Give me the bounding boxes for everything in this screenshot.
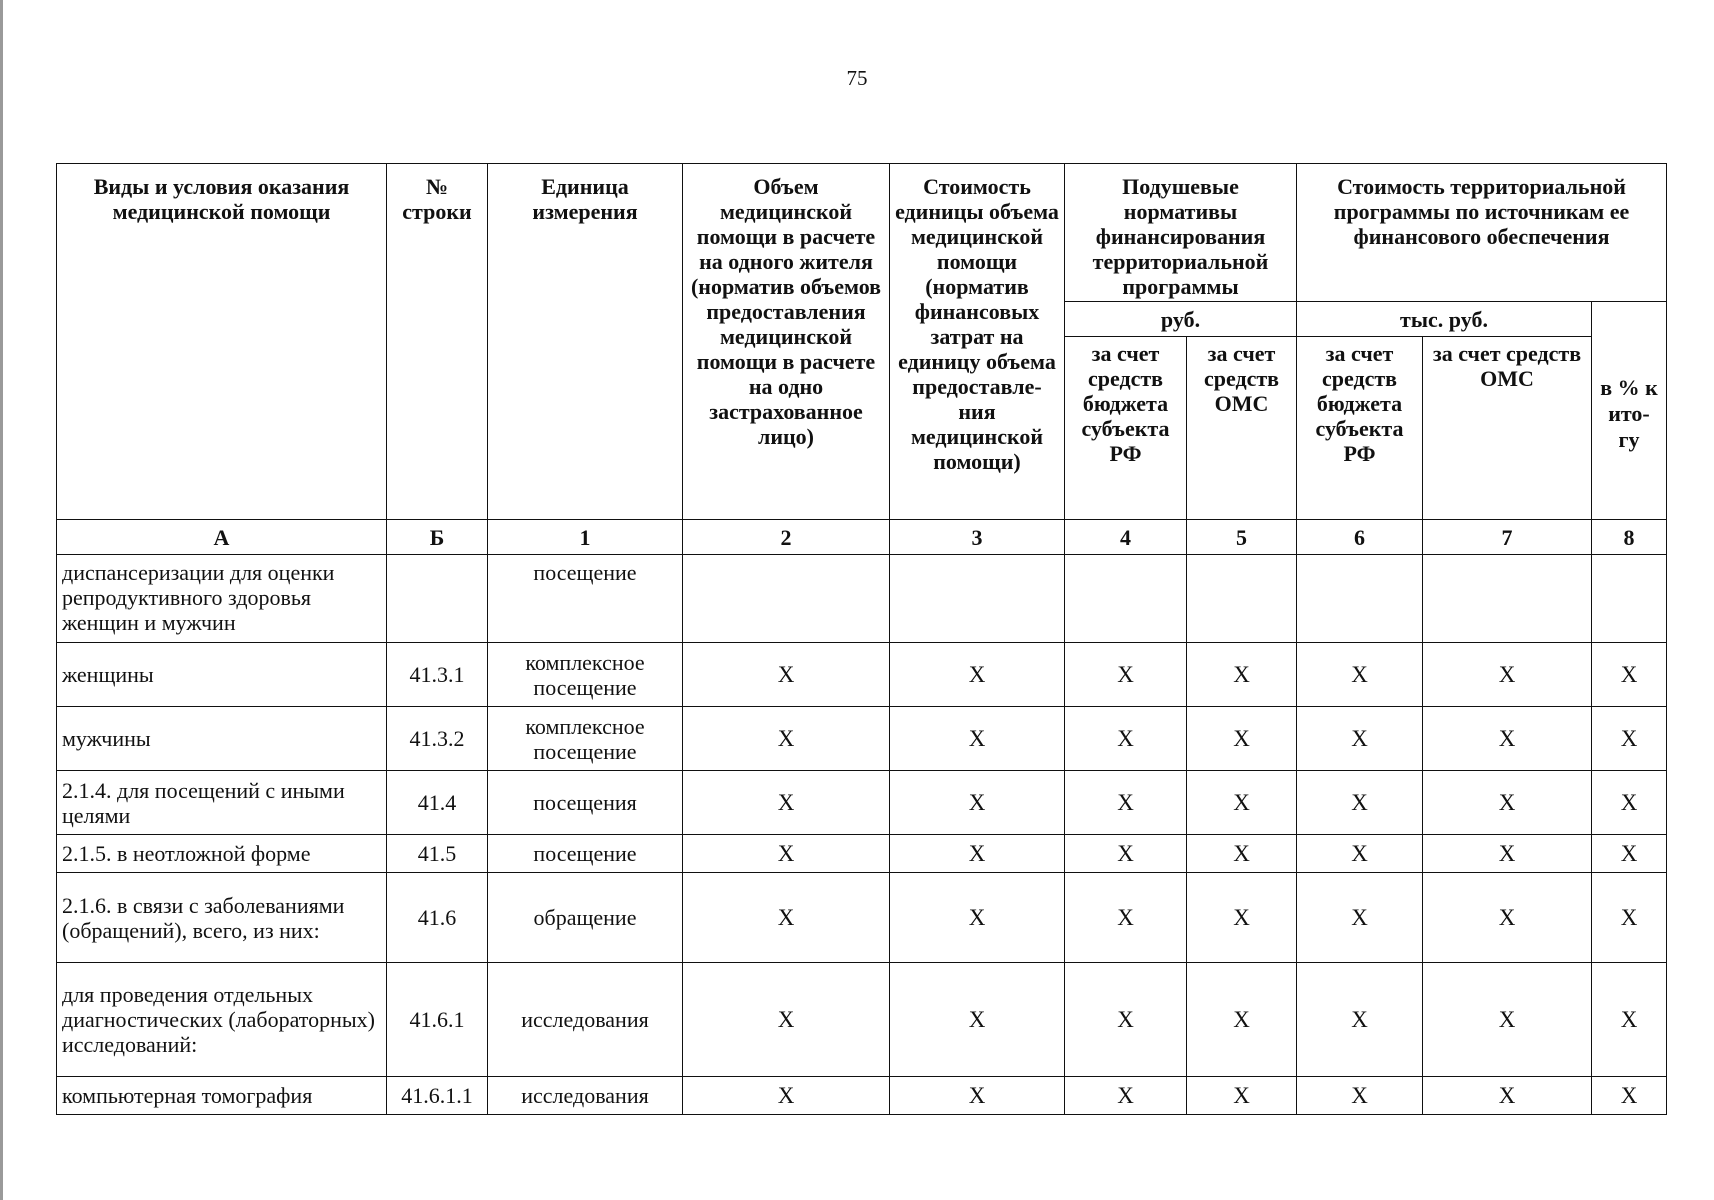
row-number: 41.6.1 bbox=[387, 963, 488, 1077]
row-value: X bbox=[1065, 771, 1187, 835]
row-value: X bbox=[1065, 707, 1187, 771]
column-letter: 7 bbox=[1423, 520, 1592, 555]
row-value: X bbox=[890, 771, 1065, 835]
column-letter: 4 bbox=[1065, 520, 1187, 555]
row-value: X bbox=[1592, 873, 1667, 963]
table-row bbox=[57, 555, 1667, 643]
row-value: X bbox=[1592, 707, 1667, 771]
column-letter: А bbox=[57, 520, 387, 555]
column-letter: 3 bbox=[890, 520, 1065, 555]
row-value: X bbox=[890, 707, 1065, 771]
column-letter: 1 bbox=[488, 520, 683, 555]
row-unit: комплексное посещение bbox=[488, 707, 683, 771]
row-value bbox=[1423, 555, 1592, 643]
row-value: X bbox=[1065, 963, 1187, 1077]
row-value: X bbox=[1423, 1077, 1592, 1115]
row-number bbox=[387, 555, 488, 643]
row-number: 41.6 bbox=[387, 873, 488, 963]
row-value bbox=[890, 555, 1065, 643]
row-value: X bbox=[1592, 963, 1667, 1077]
row-name: 2.1.6. в связи с заболеваниями (обращений), всего, из них: bbox=[57, 873, 387, 963]
row-value: X bbox=[1065, 873, 1187, 963]
row-value: X bbox=[1187, 643, 1297, 707]
header-volume: Объем медицинской помощи в расчете на одного жителя (норматив объемов предоставления медицинской помощи в расчете на одно застрахованное лицо) bbox=[683, 164, 890, 520]
row-value: X bbox=[683, 643, 890, 707]
column-letter: 5 bbox=[1187, 520, 1297, 555]
column-letters-row bbox=[57, 520, 1667, 555]
row-value: X bbox=[1297, 707, 1423, 771]
row-value: X bbox=[1592, 771, 1667, 835]
header-unit: Единица измерения bbox=[488, 164, 683, 520]
row-name: для проведения отдельных диагностических (лабораторных) исследований: bbox=[57, 963, 387, 1077]
scan-edge bbox=[0, 0, 3, 1200]
row-value: X bbox=[1297, 771, 1423, 835]
row-value: X bbox=[1423, 873, 1592, 963]
row-value: X bbox=[1297, 1077, 1423, 1115]
header-per-capita: Подушевые нормативы финансирования территориальной программы bbox=[1065, 164, 1297, 302]
financing-table bbox=[56, 163, 1667, 1115]
row-value: X bbox=[1065, 1077, 1187, 1115]
row-value: X bbox=[1423, 835, 1592, 873]
header-oms-1: за счет средств ОМС bbox=[1187, 337, 1297, 520]
header-oms-2: за счет средств ОМС bbox=[1423, 337, 1592, 520]
column-letter: Б bbox=[387, 520, 488, 555]
row-value: X bbox=[1187, 771, 1297, 835]
row-value: X bbox=[1592, 835, 1667, 873]
table-row bbox=[57, 1077, 1667, 1115]
header-budget-rf-1: за счет средств бюджета субъекта РФ bbox=[1065, 337, 1187, 520]
table-row bbox=[57, 873, 1667, 963]
table-row bbox=[57, 771, 1667, 835]
row-name: диспансеризации для оценки репродуктивного здоровья женщин и мужчин bbox=[57, 555, 387, 643]
row-value: X bbox=[683, 771, 890, 835]
column-letter: 6 bbox=[1297, 520, 1423, 555]
row-value bbox=[1187, 555, 1297, 643]
row-value: X bbox=[1187, 1077, 1297, 1115]
row-unit: посещение bbox=[488, 835, 683, 873]
row-value bbox=[683, 555, 890, 643]
table-body bbox=[57, 555, 1667, 1115]
row-name: 2.1.5. в неотложной форме bbox=[57, 835, 387, 873]
row-name: компьютерная томография bbox=[57, 1077, 387, 1115]
column-letter: 2 bbox=[683, 520, 890, 555]
row-number: 41.3.2 bbox=[387, 707, 488, 771]
row-number: 41.3.1 bbox=[387, 643, 488, 707]
header-budget-rf-2: за счет средств бюджета субъекта РФ bbox=[1297, 337, 1423, 520]
row-value: X bbox=[1423, 707, 1592, 771]
header-percent: в % к ито- гу bbox=[1592, 302, 1667, 520]
header-thousand-rub: тыс. руб. bbox=[1297, 302, 1592, 337]
row-value: X bbox=[1592, 1077, 1667, 1115]
row-unit: комплексное посещение bbox=[488, 643, 683, 707]
table-row bbox=[57, 707, 1667, 771]
row-value bbox=[1592, 555, 1667, 643]
row-number: 41.6.1.1 bbox=[387, 1077, 488, 1115]
row-value bbox=[1297, 555, 1423, 643]
header-kind: Виды и условия оказания медицинской помощи bbox=[57, 164, 387, 520]
table-row bbox=[57, 643, 1667, 707]
row-value: X bbox=[683, 835, 890, 873]
row-unit: посещения bbox=[488, 771, 683, 835]
row-number: 41.4 bbox=[387, 771, 488, 835]
row-value bbox=[1065, 555, 1187, 643]
row-value: X bbox=[683, 1077, 890, 1115]
row-value: X bbox=[1187, 707, 1297, 771]
row-value: X bbox=[890, 643, 1065, 707]
row-value: X bbox=[1187, 963, 1297, 1077]
header-row-number: № строки bbox=[387, 164, 488, 520]
header-program-cost: Стоимость территориальной программы по источникам ее финансового обеспечения bbox=[1297, 164, 1667, 302]
row-value: X bbox=[1592, 643, 1667, 707]
row-unit: исследования bbox=[488, 963, 683, 1077]
row-value: X bbox=[1297, 873, 1423, 963]
row-number: 41.5 bbox=[387, 835, 488, 873]
row-unit: посещение bbox=[488, 555, 683, 643]
row-unit: исследования bbox=[488, 1077, 683, 1115]
row-value: X bbox=[1065, 835, 1187, 873]
row-value: X bbox=[1297, 643, 1423, 707]
row-value: X bbox=[890, 1077, 1065, 1115]
row-name: 2.1.4. для посещений с иными целями bbox=[57, 771, 387, 835]
row-value: X bbox=[683, 707, 890, 771]
row-value: X bbox=[890, 835, 1065, 873]
row-value: X bbox=[1065, 643, 1187, 707]
row-value: X bbox=[1423, 963, 1592, 1077]
row-value: X bbox=[683, 873, 890, 963]
page-number: 75 bbox=[846, 66, 868, 90]
header-cost: Стоимость единицы объема медицинской помощи (норматив финансовых затрат на единицу объема предоставле- ния медицинской помощи) bbox=[890, 164, 1065, 520]
row-unit: обращение bbox=[488, 873, 683, 963]
row-value: X bbox=[1423, 771, 1592, 835]
row-value: X bbox=[1423, 643, 1592, 707]
row-value: X bbox=[1297, 835, 1423, 873]
row-value: X bbox=[1187, 835, 1297, 873]
header-rub: руб. bbox=[1065, 302, 1297, 337]
column-letter: 8 bbox=[1592, 520, 1667, 555]
row-name: женщины bbox=[57, 643, 387, 707]
table-row bbox=[57, 835, 1667, 873]
row-value: X bbox=[890, 873, 1065, 963]
table-header bbox=[57, 164, 1667, 555]
row-value: X bbox=[890, 963, 1065, 1077]
row-name: мужчины bbox=[57, 707, 387, 771]
table-row bbox=[57, 963, 1667, 1077]
row-value: X bbox=[1187, 873, 1297, 963]
row-value: X bbox=[1297, 963, 1423, 1077]
row-value: X bbox=[683, 963, 890, 1077]
